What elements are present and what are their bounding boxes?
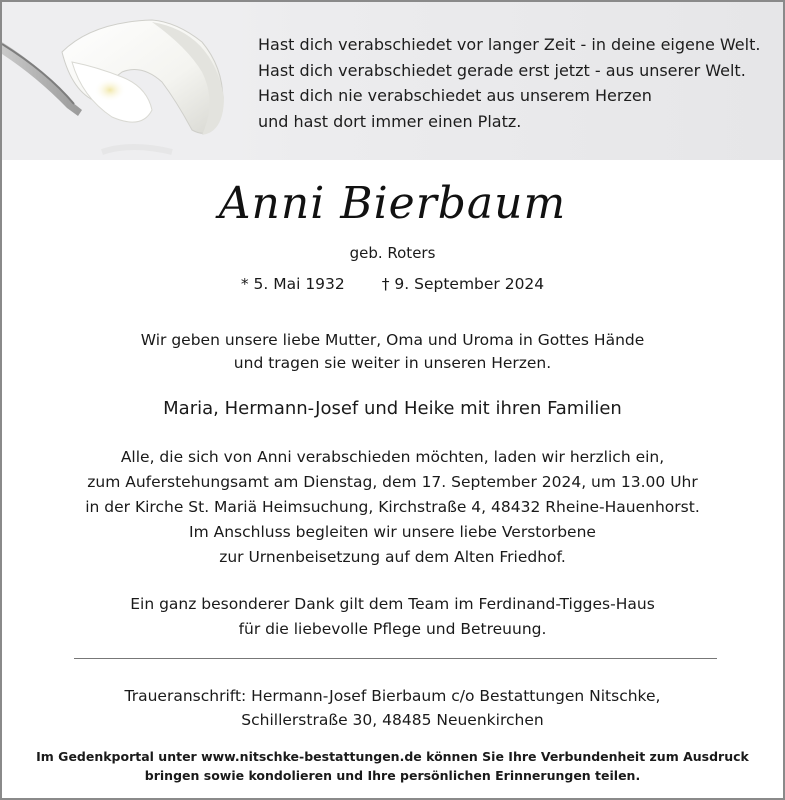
address-line: Schillerstraße 30, 48485 Neuenkirchen bbox=[241, 711, 544, 729]
message-line: und tragen sie weiter in unseren Herzen. bbox=[233, 354, 552, 372]
calla-lily-image bbox=[2, 2, 242, 160]
header-banner bbox=[2, 2, 783, 160]
funeral-info-line: zum Auferstehungsamt am Dienstag, dem 17. September 2024, um 13.00 Uhr bbox=[87, 473, 698, 491]
divider bbox=[74, 658, 717, 659]
funeral-info bbox=[2, 445, 783, 570]
poem-line: und hast dort immer einen Platz. bbox=[258, 111, 522, 131]
maiden-name: geb. Roters bbox=[349, 244, 436, 262]
mourning-address bbox=[2, 684, 783, 732]
address-line: Traueranschrift: Hermann-Josef Bierbaum c/o Bestattungen Nitschke, bbox=[124, 687, 661, 705]
memorial-portal-note bbox=[2, 747, 783, 785]
thanks-paragraph bbox=[2, 592, 783, 642]
funeral-info-line: Alle, die sich von Anni verabschieden möchten, laden wir herzlich ein, bbox=[120, 448, 665, 466]
footer-line: Im Gedenkportal unter www.nitschke-bestattungen.de können Sie Ihre Verbundenheit zum Ausdruck bbox=[36, 749, 749, 764]
poem-line: Hast dich verabschiedet vor langer Zeit - in deine eigene Welt. bbox=[258, 35, 761, 54]
thanks-line: Ein ganz besonderer Dank gilt dem Team im Ferdinand-Tigges-Haus bbox=[130, 595, 655, 613]
funeral-info-line: Im Anschluss begleiten wir unsere liebe Verstorbene bbox=[189, 523, 596, 541]
funeral-info-line: in der Kirche St. Mariä Heimsuchung, Kirchstraße 4, 48432 Rheine-Hauenhorst. bbox=[85, 498, 700, 516]
message-line: Wir geben unsere liebe Mutter, Oma und Uroma in Gottes Hände bbox=[140, 331, 645, 349]
family-names: Maria, Hermann-Josef und Heike mit ihren Familien bbox=[163, 398, 622, 419]
deceased-name: Anni Bierbaum bbox=[218, 178, 567, 229]
funeral-info-line: zur Urnenbeisetzung auf dem Alten Friedhof. bbox=[219, 548, 566, 566]
death-date: † 9. September 2024 bbox=[381, 275, 545, 293]
poem-line: Hast dich nie verabschiedet aus unserem Herzen bbox=[258, 86, 652, 105]
life-dates bbox=[2, 275, 783, 293]
poem bbox=[258, 32, 760, 134]
poem-line: Hast dich verabschiedet gerade erst jetzt - aus unserer Welt. bbox=[258, 60, 746, 80]
footer-line: bringen sowie kondolieren und Ihre persönlichen Erinnerungen teilen. bbox=[144, 768, 641, 783]
thanks-line: für die liebevolle Pflege und Betreuung. bbox=[238, 620, 547, 638]
birth-date: * 5. Mai 1932 bbox=[240, 275, 345, 293]
message-paragraph bbox=[2, 329, 783, 375]
